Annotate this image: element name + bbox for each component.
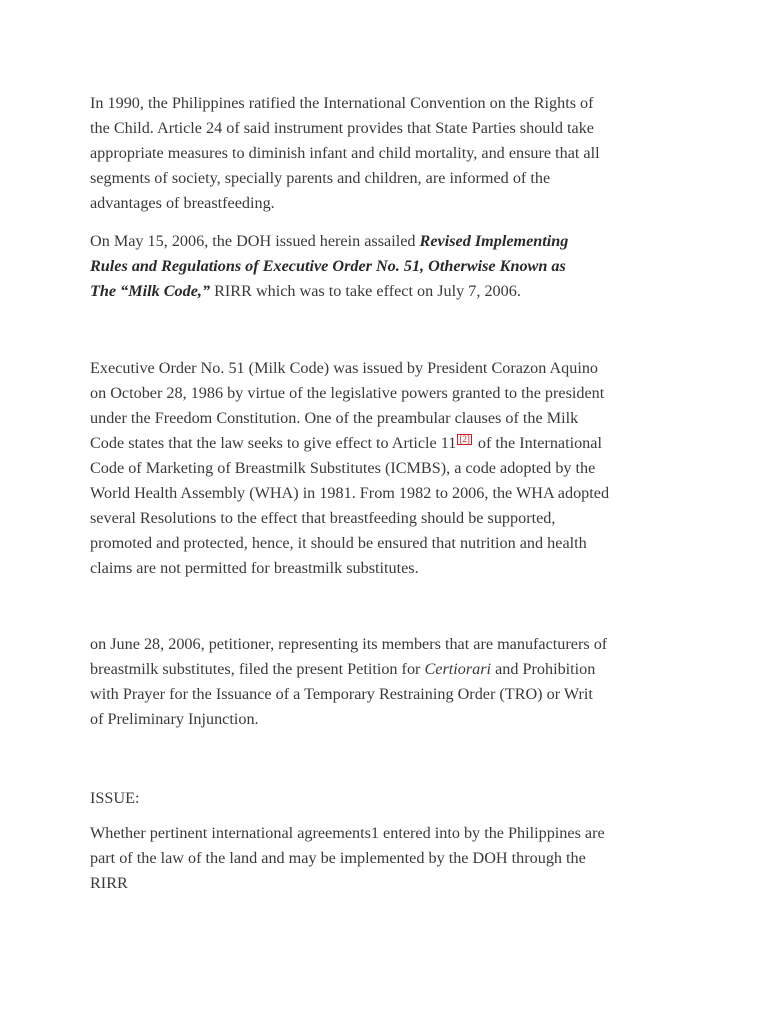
article-text: Code states that the law seeks to give effect to Article 11: [90, 434, 457, 452]
text-line: [90, 431, 690, 456]
text-line: on October 28, 1986 by virtue of the legislative powers granted to the president: [90, 384, 605, 402]
text-line: Whether pertinent international agreements1 entered into by the Philippines are: [90, 824, 605, 842]
paragraph-milk-code: [90, 356, 690, 581]
rirr-title-part3: The “Milk Code,”: [90, 282, 211, 300]
petition-text-after: and Prohibition: [491, 660, 596, 678]
article-text-after: of the International: [473, 434, 602, 452]
issue-heading-text: ISSUE:: [90, 789, 140, 807]
text-line: claims are not permitted for breastmilk substitutes.: [90, 559, 419, 577]
text-line: part of the law of the land and may be implemented by the DOH through the: [90, 849, 586, 867]
text-line: with Prayer for the Issuance of a Temporary Restraining Order (TRO) or Writ: [90, 685, 593, 703]
text-line: segments of society, specially parents and children, are informed of the: [90, 169, 551, 187]
petition-text: breastmilk substitutes, filed the present Petition for: [90, 660, 425, 678]
text-line: advantages of breastfeeding.: [90, 194, 275, 212]
text-line: Code of Marketing of Breastmilk Substitutes (ICMBS), a code adopted by the: [90, 459, 596, 477]
text-line: [90, 279, 690, 304]
text-line: World Health Assembly (WHA) in 1981. From 1982 to 2006, the WHA adopted: [90, 484, 610, 502]
rirr-intro: On May 15, 2006, the DOH issued herein assailed: [90, 232, 420, 250]
issue-heading: [90, 786, 690, 811]
text-line: [90, 229, 690, 254]
text-line: promoted and protected, hence, it should be ensured that nutrition and health: [90, 534, 587, 552]
certiorari-italic: Certiorari: [424, 660, 492, 678]
rirr-title-part1: Revised Implementing: [419, 232, 569, 250]
paragraph-rirr: [90, 229, 690, 304]
text-line: [90, 657, 690, 682]
text-line: appropriate measures to diminish infant and child mortality, and ensure that all: [90, 144, 600, 162]
rirr-title-part2: Rules and Regulations of Executive Order No. 51, Otherwise Known as: [90, 257, 566, 275]
text-line: on June 28, 2006, petitioner, representing its members that are manufacturers of: [90, 635, 608, 653]
text-line: RIRR: [90, 874, 128, 892]
paragraph-convention: [90, 91, 690, 216]
text-line: the Child. Article 24 of said instrument provides that State Parties should take: [90, 119, 594, 137]
text-line: In 1990, the Philippines ratified the International Convention on the Rights of: [90, 94, 594, 112]
text-line: of Preliminary Injunction.: [90, 710, 259, 728]
footnote-link[interactable]: [2]: [459, 433, 470, 444]
rirr-tail: RIRR which was to take effect on July 7, 2006.: [210, 282, 521, 300]
paragraph-petition: [90, 632, 690, 732]
text-line: several Resolutions to the effect that breastfeeding should be supported,: [90, 509, 556, 527]
paragraph-issue: [90, 821, 690, 896]
text-line: Executive Order No. 51 (Milk Code) was issued by President Corazon Aquino: [90, 359, 599, 377]
text-line: under the Freedom Constitution. One of the preambular clauses of the Milk: [90, 409, 579, 427]
